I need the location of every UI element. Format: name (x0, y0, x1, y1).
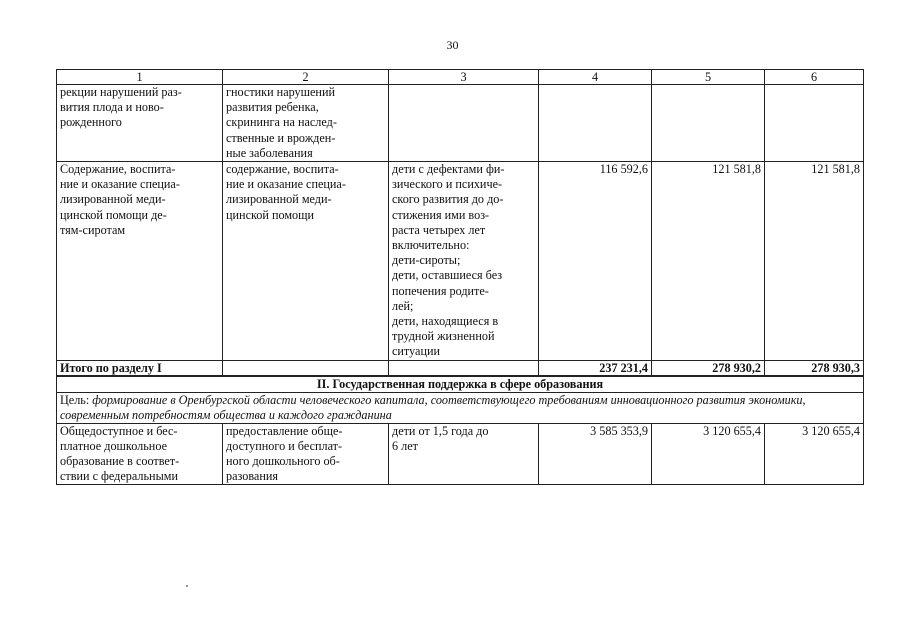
column-header: 6 (765, 70, 864, 85)
section-total-row (57, 360, 864, 376)
cell-value-year3: 3 120 655,4 (765, 423, 864, 485)
cell-activity: Содержание, воспита- ние и оказание специа- лизированной меди- цинской помощи де- тям-сиротам (57, 162, 223, 361)
cell-value-year2: 3 120 655,4 (652, 423, 765, 485)
budget-table (56, 69, 864, 485)
cell-service: содержание, воспита- ние и оказание специа- лизированной меди- цинской помощи (223, 162, 389, 361)
cell-recipients (389, 85, 539, 162)
section-header-row (57, 376, 864, 393)
page-number: 30 (446, 38, 459, 52)
cell-recipients: дети от 1,5 года до 6 лет (389, 423, 539, 485)
cell-value-year1: 116 592,6 (539, 162, 652, 361)
table-row (57, 85, 864, 162)
table-row (57, 162, 864, 361)
total-value-year3: 278 930,3 (765, 360, 864, 376)
column-header: 2 (223, 70, 389, 85)
empty-cell (223, 360, 389, 376)
total-label: Итого по разделу I (57, 360, 223, 376)
cell-activity: рекции нарушений раз- вития плода и ново- рожденного (57, 85, 223, 162)
cell-value-year1: 3 585 353,9 (539, 423, 652, 485)
total-value-year2: 278 930,2 (652, 360, 765, 376)
goal-label: Цель: (60, 392, 93, 407)
empty-cell (389, 360, 539, 376)
column-header: 3 (389, 70, 539, 85)
table-row (57, 423, 864, 485)
column-header: 1 (57, 70, 223, 85)
goal-cell (57, 392, 864, 423)
section-title: II. Государственная поддержка в сфере образования (57, 376, 864, 393)
column-header: 4 (539, 70, 652, 85)
cell-service: предоставление обще- доступного и бесплат- ного дошкольного об- разования (223, 423, 389, 485)
cell-value-year2: 121 581,8 (652, 162, 765, 361)
cell-value-year1 (539, 85, 652, 162)
column-header-row (57, 70, 864, 85)
goal-row (57, 392, 864, 423)
cell-value-year3: 121 581,8 (765, 162, 864, 361)
cell-service: гностики нарушений развития ребенка, скрининга на наслед- ственные и врожден- ные заболевания (223, 85, 389, 162)
total-value-year1: 237 231,4 (539, 360, 652, 376)
goal-text: формирование в Оренбургской области человеческого капитала, соответствующего требованиям инновационного развития экономики, современным потребностям общества и каждого гражданина (60, 392, 806, 422)
column-header: 5 (652, 70, 765, 85)
cell-value-year3 (765, 85, 864, 162)
cell-activity: Общедоступное и бес- платное дошкольное образование в соответ- ствии с федеральными (57, 423, 223, 485)
cell-recipients: дети с дефектами фи- зического и психиче- ского развития до до- стижения ими воз- раста четырех лет включительно: дети-сироты; дети, оставшиеся без попечения родите- лей; дети, находящиеся в трудной жизненной ситуации (389, 162, 539, 361)
cell-value-year2 (652, 85, 765, 162)
scan-speck (186, 585, 188, 587)
